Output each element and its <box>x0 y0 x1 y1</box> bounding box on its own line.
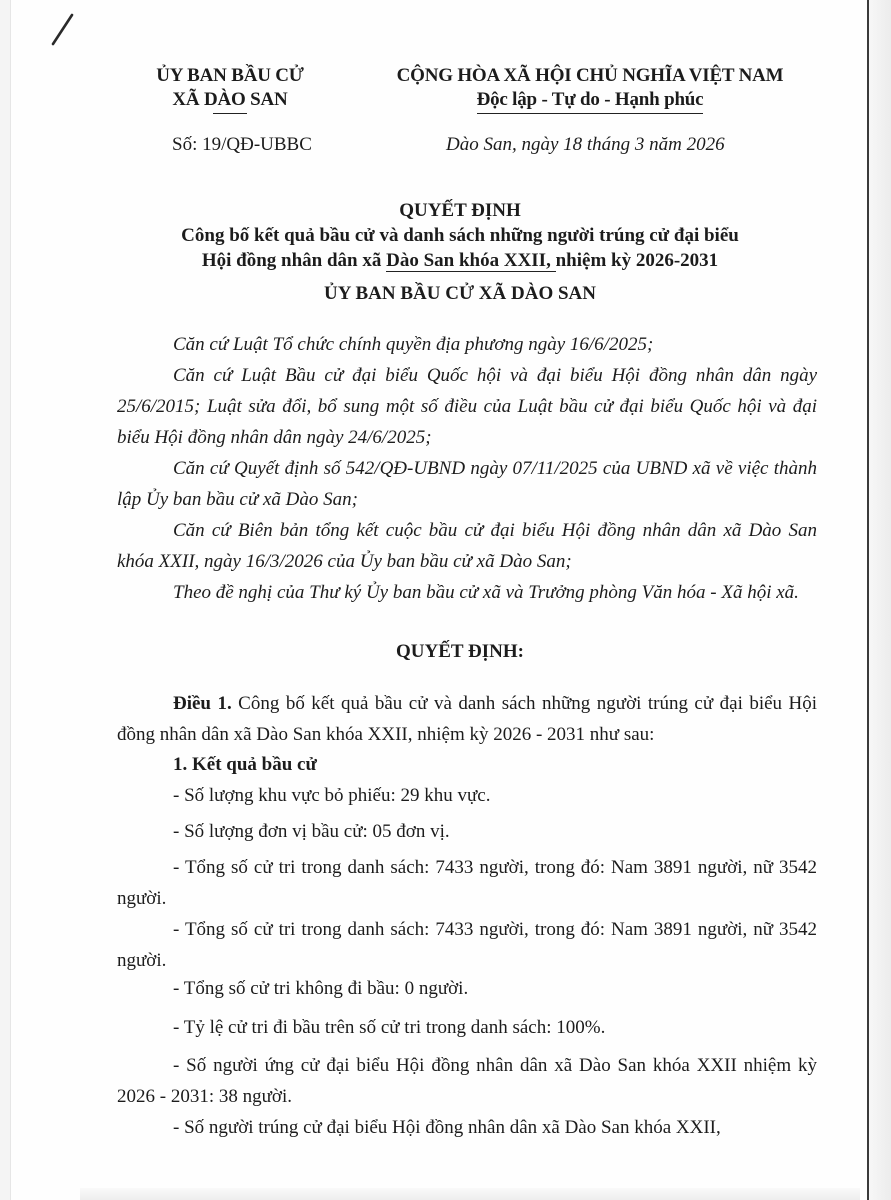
national-motto: Độc lập - Tự do - Hạnh phúc <box>477 88 704 114</box>
legal-basis-1: Căn cứ Luật Tổ chức chính quyền địa phương ngày 16/6/2025; <box>173 334 654 355</box>
legal-basis-2: Căn cứ Luật Bầu cử đại biểu Quốc hội và đại biểu Hội đồng nhân dân ngày 25/6/2015; Luật sửa đổi, bổ sung một số điều của Luật bầu cử đại biểu Quốc hội và đại biểu Hội đồng nhân dân ngày 24/6/2025; <box>117 365 817 448</box>
legal-basis-4: Căn cứ Biên bản tổng kết cuộc bầu cử đại biểu Hội đồng nhân dân xã Dào San khóa XXII, ngày 16/3/2026 của Ủy ban bầu cử xã Dào San; <box>117 520 817 572</box>
result-item: - Tổng số cử tri trong danh sách: 7433 người, trong đó: Nam 3891 người, nữ 3542 người. <box>117 857 817 909</box>
org-line-2: XÃ DÀO SAN <box>172 89 288 110</box>
national-header <box>360 64 820 114</box>
org-line-1: ỦY BAN BẦU CỬ <box>156 65 304 86</box>
country-name: CỘNG HÒA XÃ HỘI CHỦ NGHĨA VIỆT NAM <box>396 65 784 86</box>
result-item: - Tỷ lệ cử tri đi bầu trên số cử tri trong danh sách: 100%. <box>173 1017 606 1038</box>
decision-heading: QUYẾT ĐỊNH: <box>396 641 524 662</box>
result-item: - Số lượng khu vực bỏ phiếu: 29 khu vực. <box>173 785 491 806</box>
result-item: - Số lượng đơn vị bầu cử: 05 đơn vị. <box>173 821 450 842</box>
legal-basis-5: Theo đề nghị của Thư ký Ủy ban bầu cử xã và Trưởng phòng Văn hóa - Xã hội xã. <box>173 582 799 603</box>
article-1-label: Điều 1. <box>173 693 232 714</box>
title-main: QUYẾT ĐỊNH <box>399 200 521 221</box>
result-item: - Tổng số cử tri trong danh sách: 7433 người, trong đó: Nam 3891 người, nữ 3542 người. <box>117 919 817 971</box>
legal-basis-3: Căn cứ Quyết định số 542/QĐ-UBND ngày 07/11/2025 của UBND xã về việc thành lập Ủy ban bầu cử xã Dào San; <box>117 458 817 510</box>
subtitle-underlined-part: Dào San khóa XXII, <box>386 250 556 271</box>
subtitle-part-b: nhiệm kỳ 2026-2031 <box>555 250 719 271</box>
result-item: - Số người ứng cử đại biểu Hội đồng nhân dân xã Dào San khóa XXII nhiệm kỳ 2026 - 2031: 38 người. <box>117 1055 817 1107</box>
org-underline <box>213 113 247 114</box>
pen-mark-icon <box>48 12 76 48</box>
issuing-organization <box>150 64 310 114</box>
document-number: Số: 19/QĐ-UBBC <box>172 134 312 155</box>
article-1-text: Công bố kết quả bầu cử và danh sách những người trúng cử đại biểu Hội đồng nhân dân xã Dào San khóa XXII, nhiệm kỳ 2026 - 2031 như sau: <box>117 693 817 745</box>
subtitle-part-a: Hội đồng nhân dân xã <box>201 250 387 271</box>
page-bottom-shadow <box>80 1188 860 1200</box>
page-gutter <box>869 0 891 1200</box>
section-1-title: 1. Kết quả bầu cử <box>173 754 317 775</box>
issuing-committee: ỦY BAN BẦU CỬ XÃ DÀO SAN <box>324 283 596 304</box>
place-and-date: Dào San, ngày 18 tháng 3 năm 2026 <box>446 134 725 155</box>
result-item: - Số người trúng cử đại biểu Hội đồng nhân dân xã Dào San khóa XXII, <box>173 1117 721 1138</box>
document-title <box>130 198 790 273</box>
title-subtitle-line-1: Công bố kết quả bầu cử và danh sách những người trúng cử đại biểu <box>181 225 739 246</box>
title-subtitle-line-2 <box>130 248 790 273</box>
article-1 <box>117 688 817 750</box>
result-item: - Tổng số cử tri không đi bầu: 0 người. <box>173 978 469 999</box>
